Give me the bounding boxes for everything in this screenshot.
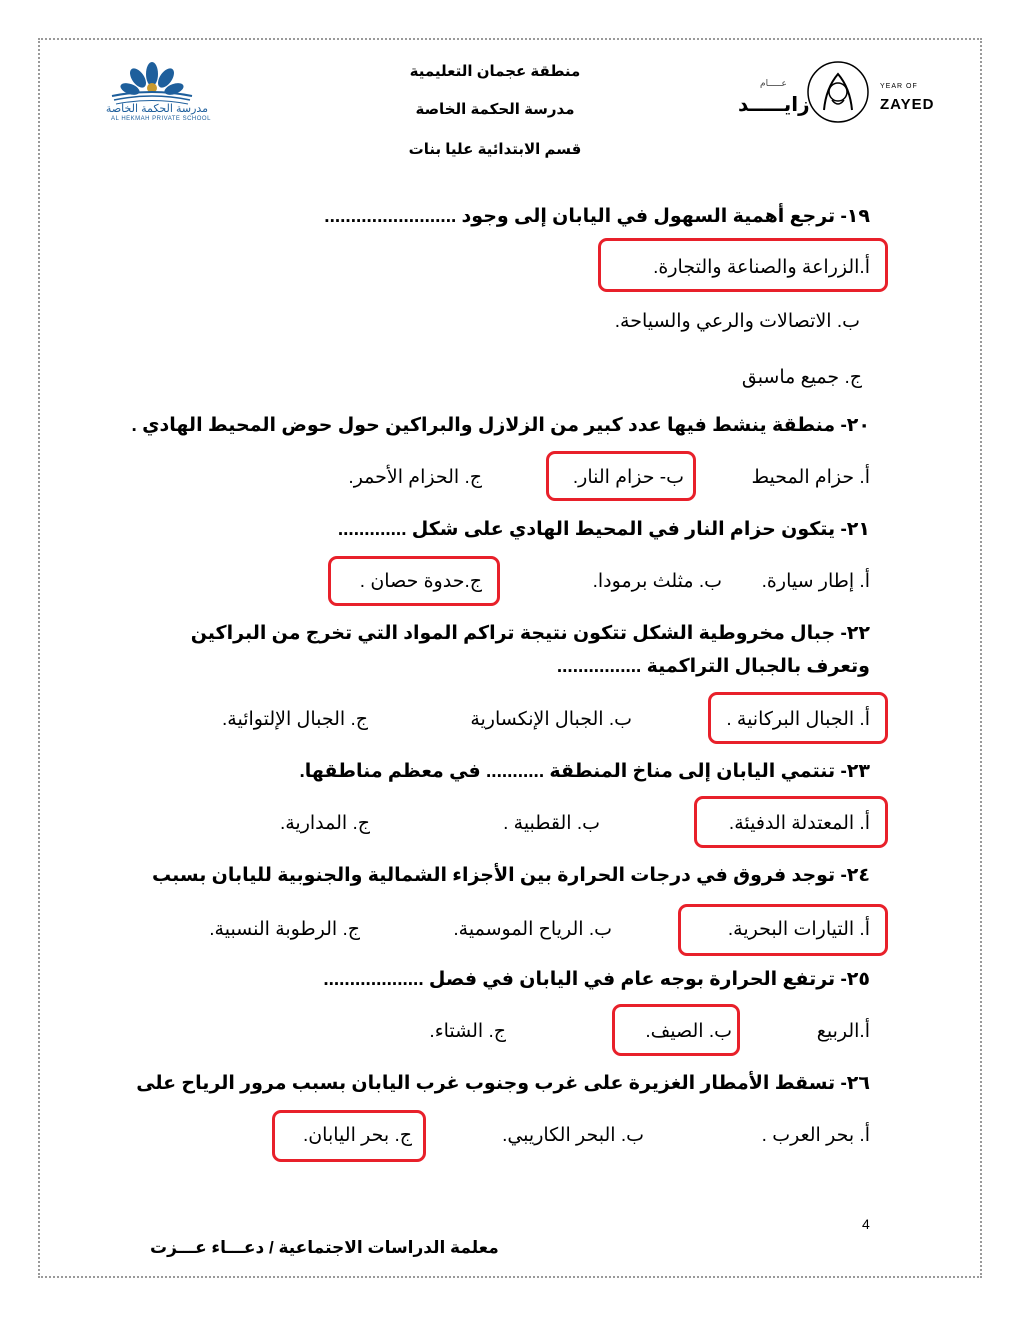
school-name-en: AL HEKMAH PRIVATE SCHOOL — [111, 116, 211, 122]
q26-option-b: ب. البحر الكاريبي. — [502, 1125, 644, 1146]
question-22: ٢٢- جبال مخروطية الشكل تتكون نتيجة تراكم المواد التي تخرج من البراكين — [190, 623, 870, 644]
q22-option-c: ج. الجبال الإلتوائية. — [222, 709, 368, 730]
question-19: ١٩- ترجع أهمية السهول في اليابان إلى وجود ......................... — [324, 206, 870, 227]
q21-option-c: ج.حدوة حصان . — [359, 571, 482, 592]
header-line-3: قسم الابتدائية عليا بنات — [408, 141, 582, 158]
header-line-2: مدرسة الحكمة الخاصة — [415, 101, 575, 118]
q26-option-c: ج. بحر اليابان. — [302, 1125, 412, 1146]
q20-option-c: ج. الحزام الأحمر. — [348, 467, 482, 488]
q20-option-a: أ. حزام المحيط — [751, 467, 870, 488]
q24-option-c: ج. الرطوبة النسبية. — [209, 919, 360, 940]
zayed-ar-word: زايـــــد — [738, 94, 810, 116]
q22-option-b: ب. الجبال الإنكسارية — [470, 709, 632, 730]
q23-option-b: ب. القطبية . — [503, 813, 600, 834]
q23-option-a: أ. المعتدلة الدفيئة. — [728, 813, 870, 834]
q24-option-a: أ. التيارات البحرية. — [727, 919, 870, 940]
header-line-1: منطقة عجمان التعليمية — [409, 63, 581, 80]
q20-option-b: ب- حزام النار. — [572, 467, 684, 488]
zayed-ar-small: عـــــام — [760, 78, 787, 88]
school-logo — [82, 52, 222, 129]
q24-option-b: ب. الرياح الموسمية. — [453, 919, 612, 940]
question-22-line-2: وتعرف بالجبال التراكمية ................ — [556, 656, 870, 677]
question-20: ٢٠- منطقة ينشط فيها عدد كبير من الزلازل والبراكين حول حوض المحيط الهادي . — [131, 415, 870, 436]
question-24: ٢٤- توجد فروق في درجات الحرارة بين الأجزاء الشمالية والجنوبية لليابان بسبب — [152, 865, 870, 886]
question-26: ٢٦- تسقط الأمطار الغزيرة على غرب وجنوب غرب اليابان بسبب مرور الرياح على — [136, 1073, 870, 1094]
zayed-portrait-icon — [806, 60, 870, 129]
q19-option-a: أ.الزراعة والصناعة والتجارة. — [653, 257, 870, 278]
page-number: 4 — [862, 1216, 870, 1232]
year-of-label: YEAR OF — [880, 83, 918, 90]
q21-option-b: ب. مثلث برمودا. — [592, 571, 722, 592]
zayed-label: ZAYED — [880, 96, 935, 113]
q19-option-b: ب. الاتصالات والرعي والسياحة. — [614, 311, 860, 332]
q25-option-c: ج. الشتاء. — [429, 1021, 506, 1042]
q25-option-b: ب. الصيف. — [645, 1021, 732, 1042]
q26-option-a: أ. بحر العرب . — [761, 1125, 870, 1146]
school-name-ar: مدرسة الحكمة الخاصة — [105, 103, 209, 115]
question-23: ٢٣- تنتمي اليابان إلى مناخ المنطقة ........... في معظم مناطقها. — [299, 761, 870, 782]
q19-option-c: ج. جميع ماسبق — [741, 367, 862, 388]
question-21: ٢١- يتكون حزام النار في المحيط الهادي على شكل ............. — [337, 519, 870, 540]
footer-teacher: معلمة الدراسات الاجتماعية / دعـــاء عـــزت — [150, 1238, 499, 1257]
q25-option-a: أ.الربيع — [816, 1021, 870, 1042]
q21-option-a: أ. إطار سيارة. — [761, 571, 870, 592]
q22-option-a: أ. الجبال البركانية . — [726, 709, 870, 730]
q23-option-c: ج. المدارية. — [279, 813, 370, 834]
question-25: ٢٥- ترتفع الحرارة بوجه عام في اليابان في فصل ................... — [323, 969, 870, 990]
